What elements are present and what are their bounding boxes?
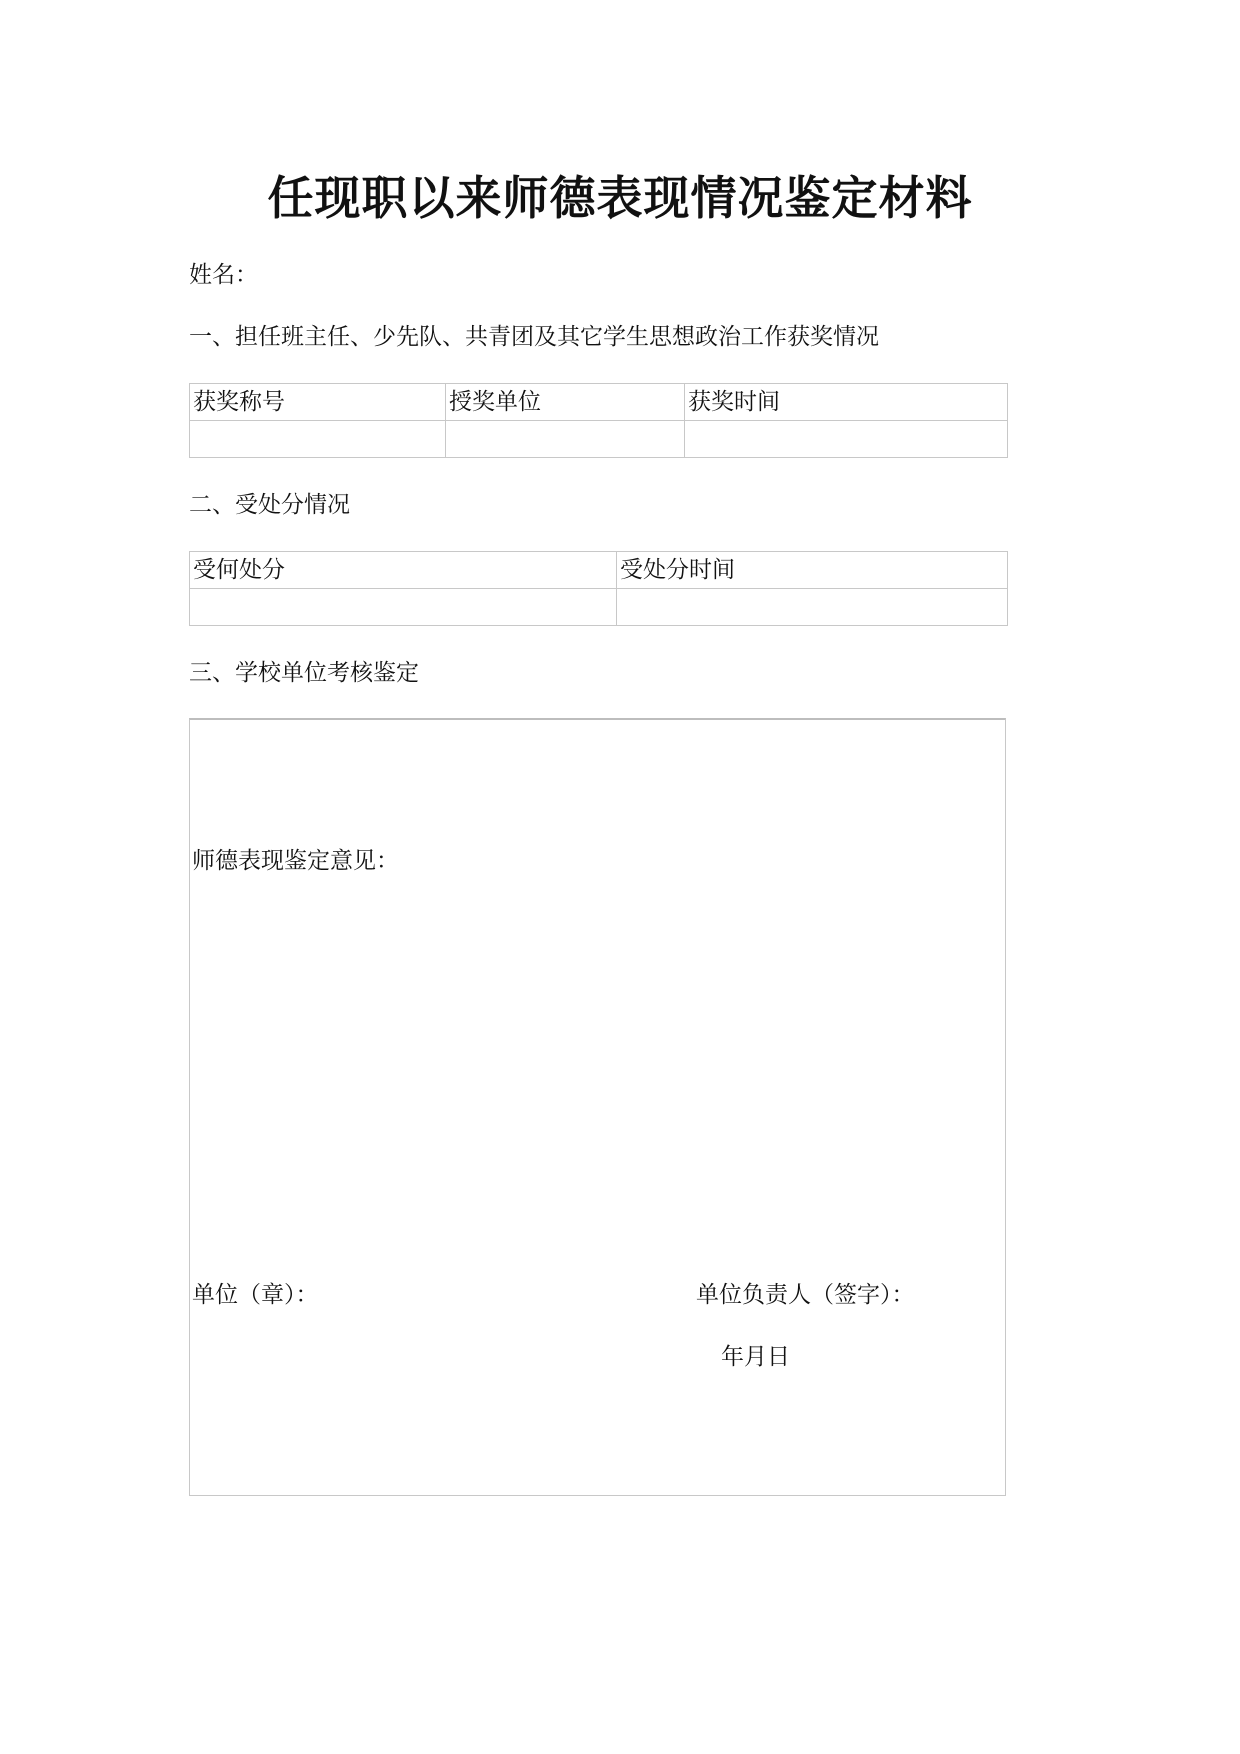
document-title: 任现职以来师德表现情况鉴定材料 <box>267 171 973 225</box>
discipline-time-cell[interactable] <box>617 589 1008 626</box>
section1-heading: 一、担任班主任、少先队、共青团及其它学生思想政治工作获奖情况 <box>189 324 879 350</box>
evaluation-box[interactable] <box>189 718 1006 1496</box>
table-header-row <box>190 552 1008 589</box>
table-row <box>190 589 1008 626</box>
opinion-label: 师德表现鉴定意见： <box>192 848 399 874</box>
discipline-table <box>189 551 1008 626</box>
header-award-title: 获奖称号 <box>190 384 446 421</box>
table-row <box>190 421 1008 458</box>
header-discipline-type: 受何处分 <box>190 552 617 589</box>
header-award-unit: 授奖单位 <box>446 384 685 421</box>
award-time-cell[interactable] <box>685 421 1008 458</box>
section3-heading: 三、学校单位考核鉴定 <box>189 660 419 686</box>
table-header-row <box>190 384 1008 421</box>
header-award-time: 获奖时间 <box>685 384 1008 421</box>
section2-heading: 二、受处分情况 <box>189 492 350 518</box>
award-unit-cell[interactable] <box>446 421 685 458</box>
name-label: 姓名： <box>189 262 258 288</box>
leader-signature-label: 单位负责人（签字）： <box>696 1282 915 1308</box>
awards-table <box>189 383 1008 458</box>
discipline-type-cell[interactable] <box>190 589 617 626</box>
unit-seal-label: 单位（章）： <box>192 1282 319 1308</box>
header-discipline-time: 受处分时间 <box>617 552 1008 589</box>
award-title-cell[interactable] <box>190 421 446 458</box>
date-label: 年月日 <box>721 1344 790 1370</box>
